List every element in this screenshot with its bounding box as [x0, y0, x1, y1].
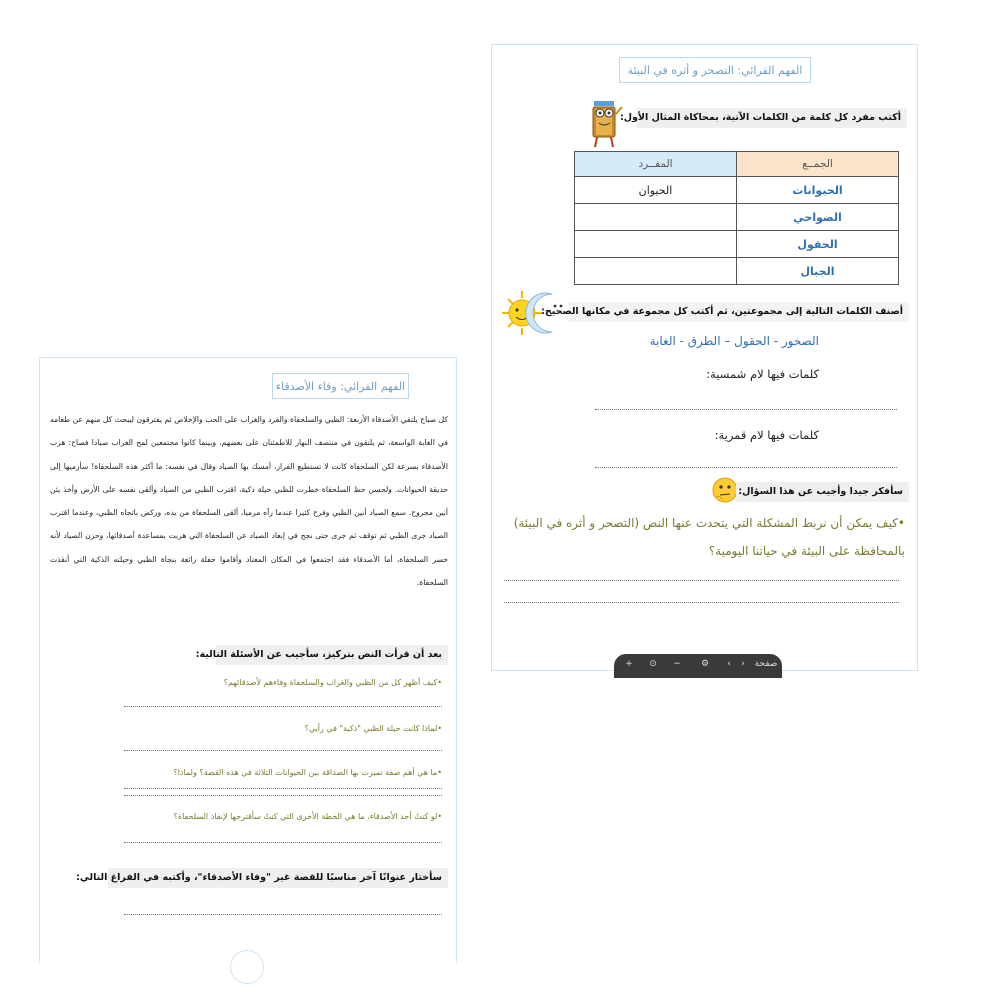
open-question: •كيف يمكن أن نربط المشكلة التي يتحدث عنها النص (التصحر و أثره في البيئة) بالمحافظة على البيئة في حياتنا اليومية؟: [513, 516, 905, 558]
zoom-out-icon[interactable]: −: [673, 659, 681, 669]
header-singular: المفــرد: [575, 152, 737, 177]
answer-line[interactable]: [124, 788, 442, 789]
table-row: [575, 204, 899, 231]
zoom-fit-icon[interactable]: ⊙: [649, 659, 657, 669]
settings-icon[interactable]: ⚙: [700, 659, 710, 669]
singular-cell[interactable]: الحيوان: [575, 177, 737, 204]
header-plural: الجمــع: [737, 152, 899, 177]
instruction-singular-text: أكتب مفرد كل كلمة من الكلمات الآتية، بمحاكاة المثال الأول:: [619, 112, 901, 123]
question-item: •لماذا كانت حيلة الظبي "ذكية" في رأيي؟: [304, 724, 442, 733]
answer-line[interactable]: [595, 409, 897, 410]
instruction-questions: [195, 645, 448, 665]
answer-line[interactable]: [504, 602, 899, 603]
story-paragraph: كل صباح يلتقي الأصدقاء الأربعة: الظبي والسلحفاة والفرد والغراب على الحب والإخلاص ثم يفترقون ليبحث كل منهم عن طعامه في الغابة الواسعة، ثم يلتقون في منتصف النهار للاطمئنان على بعضهم، وبينما كانوا مجتمعين لمح الغراب صيادا فصاح: هرب الأصدقاء بسرعة لكن السلحفاة كانت لا تستطيع الفرار، أمسك بها الصياد وقال في نفسه: ما أكثر هذه السلحفاة! سأرميها إلى حديقة الحيوانات. ولحسن حظ السلحفاة خطرت للظبي حيلة ذكية، اقترب الظبي من الصياد وألقى نفسه على الأرض وأخذ يئن أنين مجروح. سمع الصياد أنين الظبي وفرح كثيرا عندما رآه مرميا، ألقى السلحفاة من يده، وركض باتجاه الظبي، وعندما اقترب الصياد جرى الظبي ثم توقف ثم جرى حتى نجح في إبعاد الصياد عن السلحفاة التي هربت بمساعدة أصدقائها، وحزن الصياد لأنه خسر السلحفاة، أما الأصدقاء فقد اجتمعوا في المكان المعتاد وأقاموا حفلة رائعة بنجاة الظبي وحيلته الذكية التي أنقذت السلحفاة.: [50, 415, 448, 588]
plural-cell: الحيوانات: [737, 177, 899, 204]
answer-line[interactable]: [124, 750, 442, 751]
page-title-text: الفهم القرائي: وفاء الأصدقاء: [275, 380, 406, 393]
label-moon-letters: كلمات فيها لام قمرية:: [714, 428, 819, 442]
viewer-toolbar: [614, 654, 782, 678]
plural-cell: الجبال: [737, 258, 899, 285]
page-title: [619, 57, 811, 83]
table-row: [575, 258, 899, 285]
instruction-title-text: سأختار عنوانًا آخر مناسبًا للقصة غير "وفاء الأصدقاء"، وأكتبه في الفراغ التالي:: [76, 872, 442, 883]
singular-plural-table: [574, 151, 899, 285]
table-row: [575, 231, 899, 258]
instruction-title: [76, 868, 448, 888]
worksheet-page-friendship: [39, 357, 457, 963]
zoom-in-icon[interactable]: +: [625, 659, 633, 669]
singular-cell[interactable]: [575, 231, 737, 258]
plural-cell: الضواحي: [737, 204, 899, 231]
plural-cell: الحقول: [737, 231, 899, 258]
page-indicator: صفحة: [754, 659, 778, 669]
answer-line[interactable]: [504, 580, 899, 581]
singular-cell[interactable]: [575, 258, 737, 285]
instruction-questions-text: بعد أن قرأت النص بتركيز، سأجيب عن الأسئلة التالية:: [195, 649, 442, 660]
instruction-classify-text: أصنف الكلمات التالية إلى مجموعتين، ثم أكتب كل مجموعة في مكانها الصحيح:: [541, 306, 903, 317]
worksheet-page-desertification: [491, 44, 918, 671]
question-item: •ما هي أهم صفة تميزت بها الصداقة بين الحيوانات الثلاثة في هذه القصة؟ ولماذا؟: [173, 768, 442, 777]
question-item: •كيف أظهر كل من الظبي والغراب والسلحفاة وفاءهم لأصدقائهم؟: [223, 678, 442, 687]
singular-cell[interactable]: [575, 204, 737, 231]
prev-page-icon[interactable]: ‹: [727, 659, 731, 669]
page-title: [272, 373, 409, 399]
label-sun-letters: كلمات فيها لام شمسية:: [706, 367, 819, 381]
instruction-think: [736, 482, 909, 502]
page-title-text: الفهم القرائي: التصحر و أثره في البيئة: [627, 64, 803, 77]
answer-line[interactable]: [124, 706, 442, 707]
answer-line[interactable]: [595, 467, 897, 468]
answer-line[interactable]: [124, 795, 442, 796]
instruction-classify: [541, 302, 909, 322]
word-list: الصخور - الحقول – الطرق - الغابة: [649, 334, 819, 348]
question-item: •لو كنتُ أحد الأصدقاء، ما هي الخطة الأخرى التي كنتُ سأقترحها لإنقاذ السلحفاة؟: [173, 812, 442, 821]
instruction-singular: [619, 108, 907, 128]
table-row: [575, 177, 899, 204]
story-text: [50, 408, 448, 594]
answer-line[interactable]: [124, 842, 442, 843]
table-header-row: [575, 152, 899, 177]
page-number-circle: [230, 950, 264, 984]
answer-line[interactable]: [124, 914, 442, 915]
instruction-think-text: سأفكر جيدا وأجيب عن هذا السؤال:: [738, 486, 903, 497]
next-page-icon[interactable]: ›: [741, 659, 745, 669]
